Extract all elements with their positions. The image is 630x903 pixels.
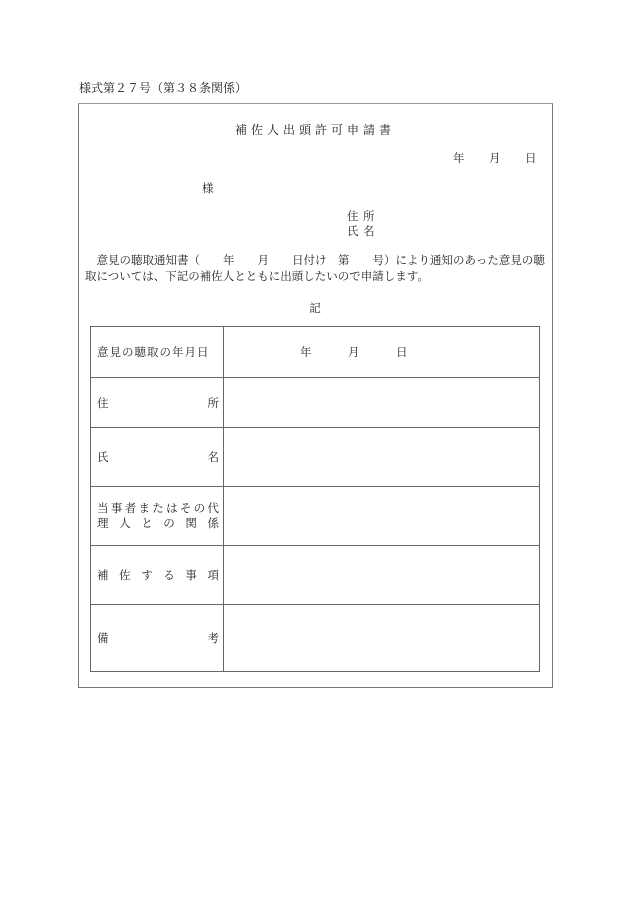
application-date bbox=[453, 150, 537, 166]
date-month: 月 bbox=[489, 151, 501, 165]
label-name: 氏 名 bbox=[91, 428, 224, 487]
applicant-address-label: 住 所 bbox=[347, 209, 375, 223]
label-hearing-date: 意見の聴取の年月日 bbox=[91, 327, 224, 378]
relationship-field[interactable] bbox=[224, 487, 540, 546]
form-number: 様式第２７号（第３８条関係） bbox=[79, 81, 248, 95]
details-table bbox=[90, 326, 540, 672]
table-row-hearing-date bbox=[91, 327, 540, 378]
addressee-suffix: 様 bbox=[202, 181, 214, 195]
assistant-name-field[interactable] bbox=[224, 428, 540, 487]
date-day: 日 bbox=[525, 151, 537, 165]
date-year: 年 bbox=[453, 151, 465, 165]
remarks-field[interactable] bbox=[224, 605, 540, 672]
table-row-remarks bbox=[91, 605, 540, 672]
label-relationship: 当 事 者 ま た は そ の 代 理 人 と の 関 係 bbox=[91, 487, 224, 546]
ki-heading: 記 bbox=[309, 301, 321, 315]
table-row-assistance-matters bbox=[91, 546, 540, 605]
label-assistance-matters: 補 佐 す る 事 項 bbox=[91, 546, 224, 605]
application-body-text: 意見の聴取通知書（ 年 月 日付け 第 号）により通知のあった意見の聴取については、下記の補佐人とともに出頭したいので申請します。 bbox=[85, 253, 545, 283]
table-row-address bbox=[91, 378, 540, 428]
label-remarks: 備 考 bbox=[91, 605, 224, 672]
table-row-name bbox=[91, 428, 540, 487]
applicant-name-label: 氏 名 bbox=[347, 224, 375, 238]
assistance-matters-field[interactable] bbox=[224, 546, 540, 605]
table-row-relationship bbox=[91, 487, 540, 546]
assistant-address-field[interactable] bbox=[224, 378, 540, 428]
applicant-block bbox=[347, 209, 375, 239]
label-address: 住 所 bbox=[91, 378, 224, 428]
document-title: 補佐人出頭許可申請書 bbox=[234, 123, 395, 137]
hearing-date-field[interactable]: 年 月 日 bbox=[224, 327, 540, 378]
